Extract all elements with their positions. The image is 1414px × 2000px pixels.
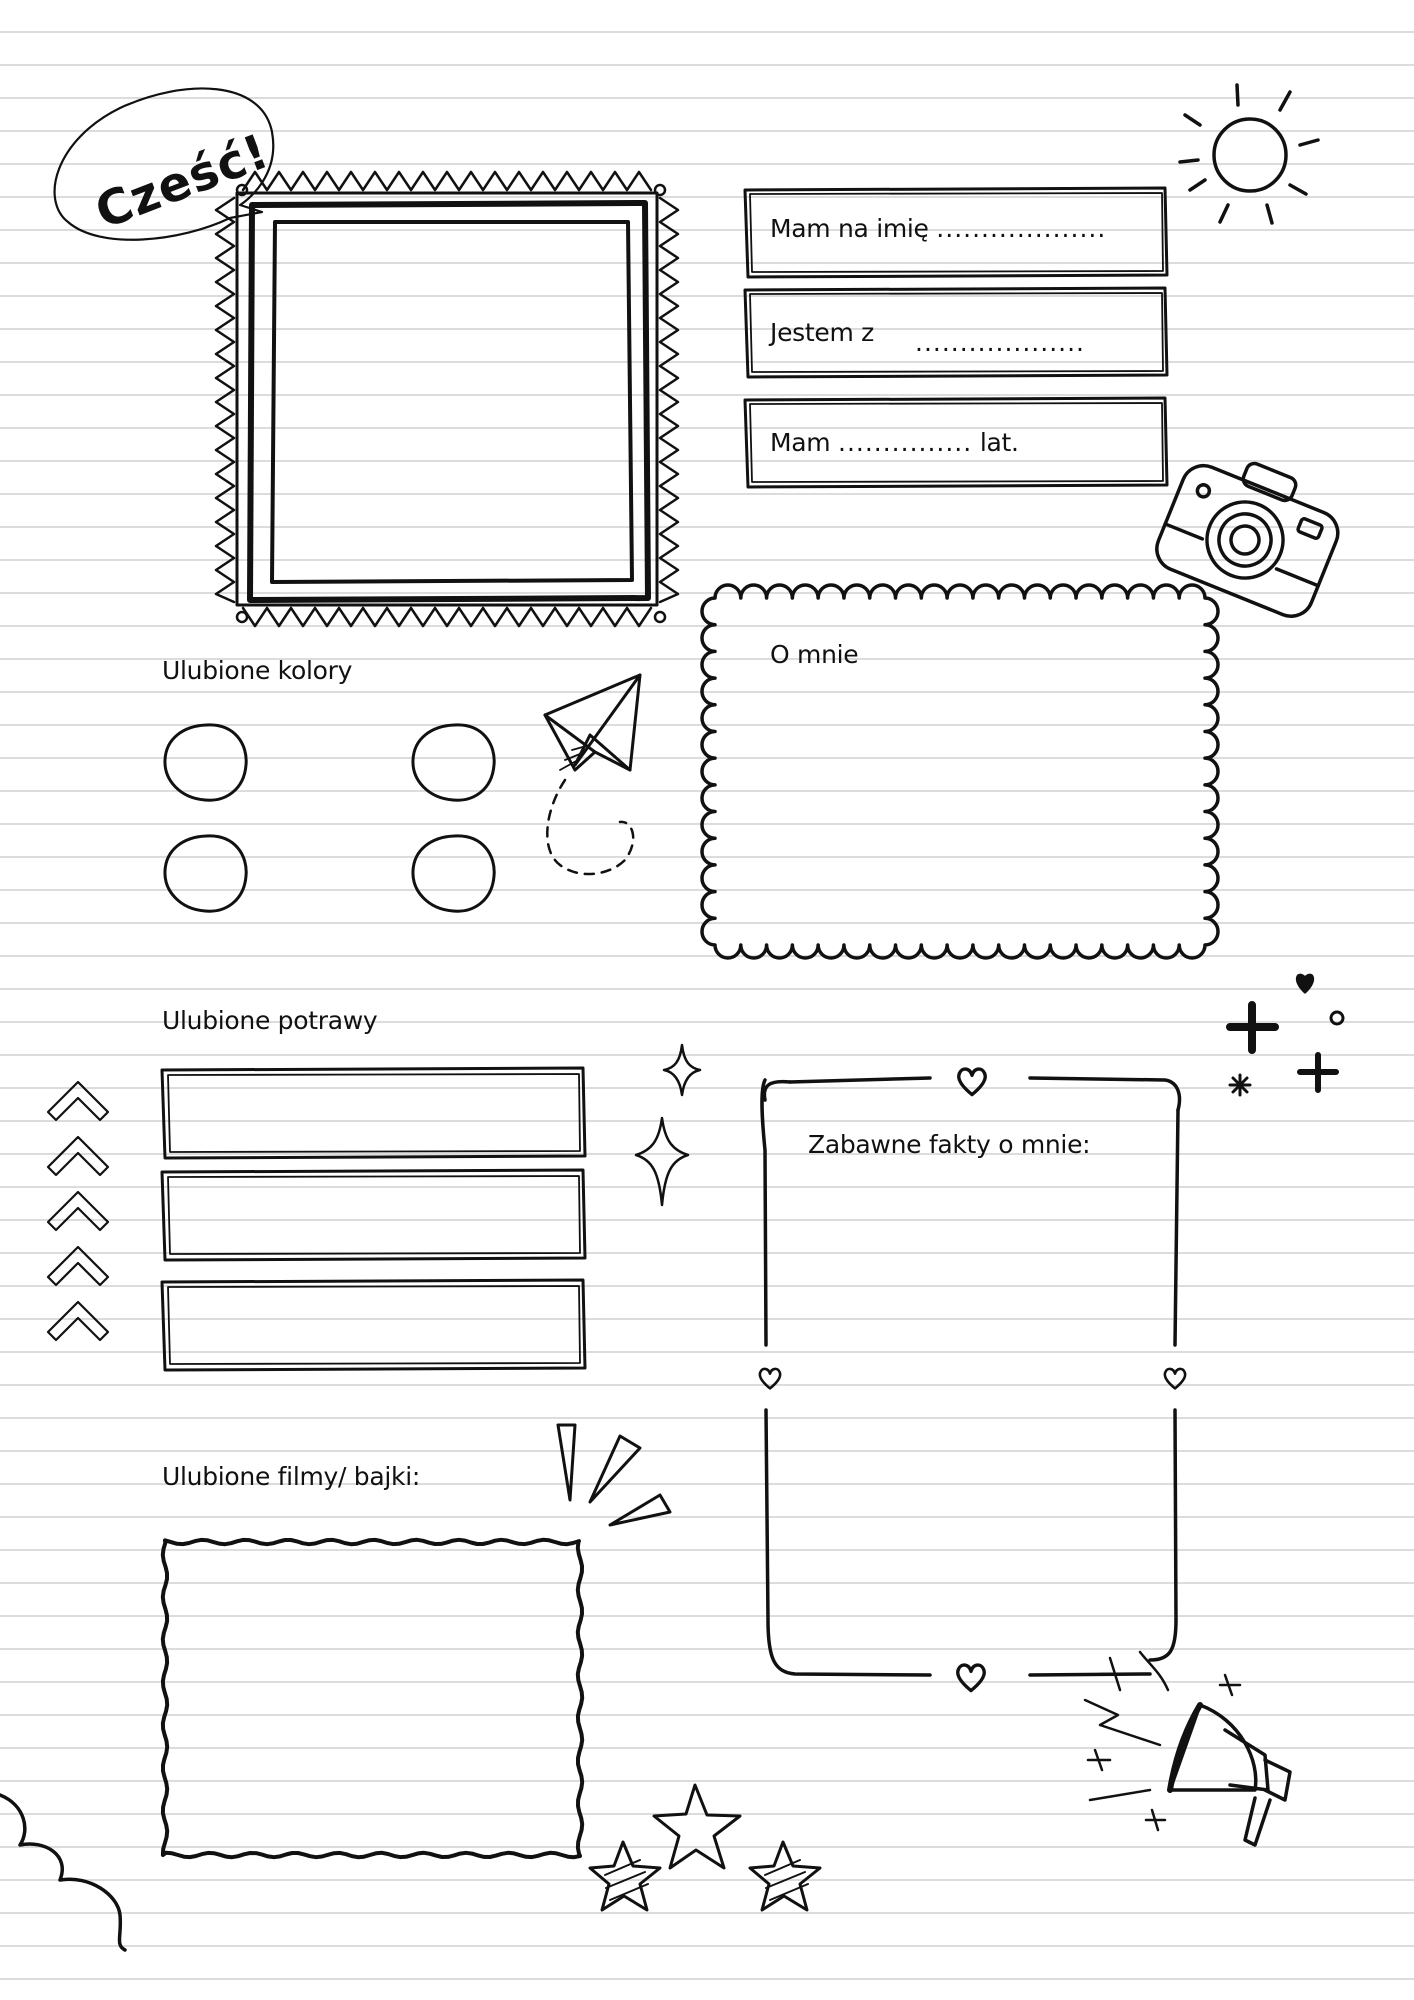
name-label-text: Mam na imię (770, 214, 929, 243)
heart-icon (959, 1069, 985, 1095)
age-unit: lat. (979, 428, 1019, 457)
movies-frame (163, 1540, 582, 1857)
facts-box (762, 1078, 1180, 1675)
megaphone-icon (1085, 1652, 1290, 1845)
photo-frame (216, 172, 678, 626)
from-blank: ................... (915, 328, 1085, 357)
color-circles (165, 725, 494, 911)
star-icon (590, 1785, 820, 1910)
movies-heading: Ulubione filmy/ bajki: (162, 1462, 420, 1491)
colors-heading: Ulubione kolory (162, 656, 353, 685)
food-box-3 (162, 1280, 585, 1370)
heart-icon (760, 1369, 780, 1389)
from-label (770, 318, 874, 347)
sparkle-icon (636, 1045, 700, 1205)
facts-heading: Zabawne fakty o mnie: (808, 1130, 1091, 1159)
heart-icon (958, 1665, 984, 1691)
foods-heading: Ulubione potrawy (162, 1006, 378, 1035)
greeting-text: Cześć! (88, 123, 277, 241)
name-label (770, 214, 1106, 243)
heart-icon (1165, 1369, 1185, 1389)
age-label-text: Mam (770, 428, 831, 457)
chevron-up-icon (48, 1082, 108, 1340)
from-label-text: Jestem z (770, 318, 874, 347)
name-blank: ................... (936, 214, 1107, 243)
age-blank: ............... (838, 428, 973, 457)
sun-icon (1180, 85, 1318, 223)
food-box-1 (162, 1068, 585, 1158)
paper-plane-icon (545, 675, 640, 874)
ray-lines (558, 1425, 670, 1525)
cloud-icon (0, 1795, 125, 1950)
food-box-2 (162, 1170, 585, 1260)
age-label (770, 428, 1019, 457)
sparkle-cluster (1230, 975, 1343, 1095)
about-heading: O mnie (770, 640, 859, 669)
